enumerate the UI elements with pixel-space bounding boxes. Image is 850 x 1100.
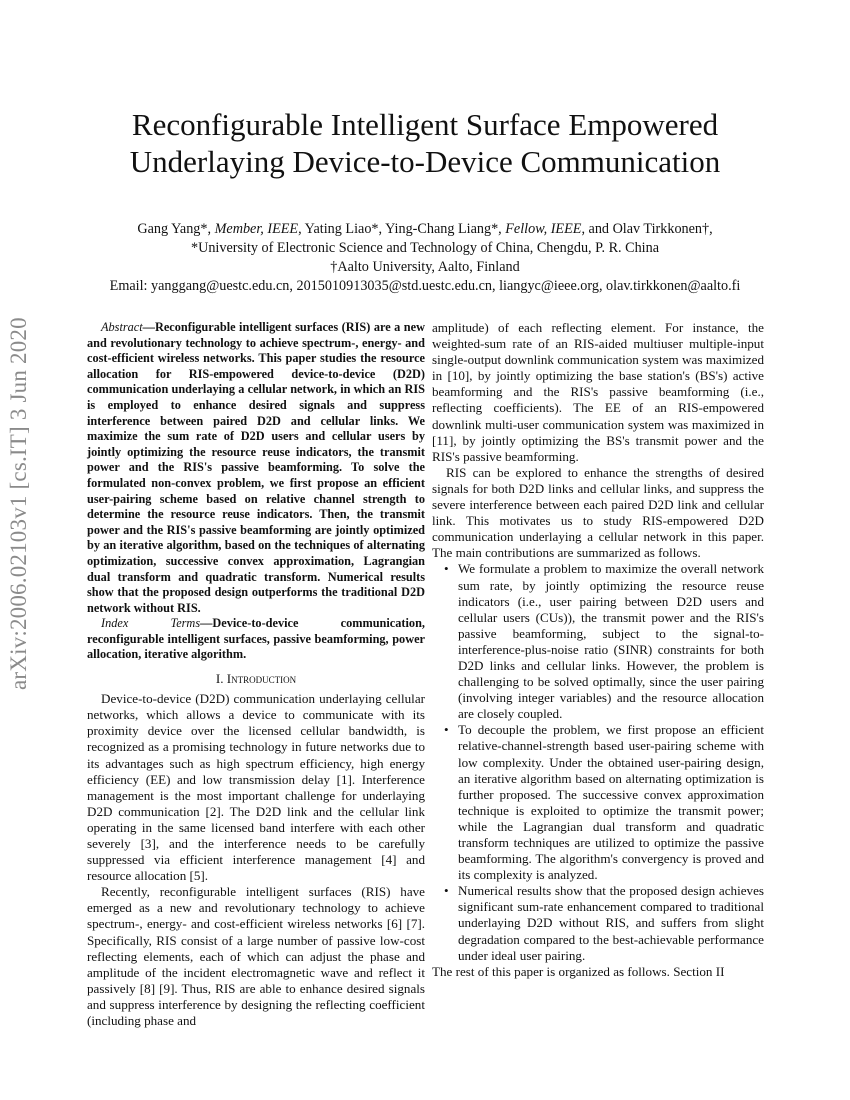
contributions-list [432,561,764,963]
email-line: Email: yanggang@uestc.edu.cn, 2015010913035@std.uestc.edu.cn, liangyc@ieee.org, olav.tirkkonen@aalto.fi [109,278,741,294]
paragraph: Device-to-device (D2D) communication underlaying cellular networks, which allows a device to communicate with its proximity device over the licensed cellular bandwidth, is recognized as a promising technology in future networks due to its advantages such as high spectrum efficiency, high energy efficiency (EE) and low transmission delay [1]. Interference management is the most important challenge for underlaying D2D communication [2]. The D2D link and the cellular link operating in the same licensed band interfere with each other severely [3], and the interference needs to be carefully suppressed via efficient interference management [4] and resource allocation [5]. [87,691,425,884]
arxiv-stamp: arXiv:2006.02103v1 [cs.IT] 3 Jun 2020 [6,317,31,690]
paragraph: RIS can be explored to enhance the strengths of desired signals for both D2D links and cellular links, and suppress the severe interference between each paired D2D link and cellular link. This motivates us to study RIS-empowered D2D communication underlaying a cellular network in this paper. The main contributions are summarized as follows. [432,464,764,561]
affiliation-1: *University of Electronic Science and Technology of China, Chengdu, P. R. China [190,240,660,256]
abstract-label: Abstract [101,320,143,334]
paragraph: amplitude) of each reflecting element. For instance, the weighted-sum rate of an RIS-aided multiuser multiple-input single-output downlink communication system was maximized in [10], by jointly optimizing the base station's (BS's) active beamforming and the RIS's passive beamforming (i.e., reflecting coefficients). The EE of an RIS-empowered downlink multi-user communication system was maximized in [11], by jointly optimizing the BS's transmit power and the RIS's passive beamforming. [432,320,764,464]
author-list [0,220,850,239]
paragraph: Recently, reconfigurable intelligent surfaces (RIS) have emerged as a new and revolutionary technology to achieve spectrum-, energy- and cost-efficient wireless networks [6] [7]. Specifically, RIS consist of a large number of passive low-cost reflecting elements, each of which can adjust the phase and amplitude of the incident electromagnetic wave and reflect it passively [8] [9]. Thus, RIS are able to enhance desired signals and suppress interference by designing the reflecting coefficient (including phase and [87,884,425,1029]
affiliation-2: †Aalto University, Aalto, Finland [330,259,520,275]
title-line-1: Reconfigurable Intelligent Surface Empowered [131,107,719,142]
index-terms-text: —Device-to-device communication, reconfigurable intelligent surfaces, passive beamforming, power allocation, iterative algorithm. [87,616,425,662]
author: , Yating Liao*, Ying-Chang Liang*, [298,221,506,237]
list-item: • Numerical results show that the proposed design achieves significant sum-rate enhancement compared to traditional underlaying D2D without RIS, and suffers from slight degradation compared to the best-achievable performance under ideal user pairing. [458,883,764,963]
author-role: Fellow, IEEE [505,221,582,237]
list-item: • To decouple the problem, we first propose an efficient relative-channel-strength based user-pairing scheme with low complexity. Under the obtained user-pairing design, an iterative algorithm based on alternating optimization is further proposed. The successive convex approximation technique is exploited to optimize the transmit power; while the Lagrangian dual transform and quadratic transform techniques are utilized to optimize the passive beamforming. The algorithm's convergency is proved and its complexity is analyzed. [458,722,764,883]
title-line-2: Underlaying Device-to-Device Communication [129,144,721,179]
abstract [87,320,425,663]
section-heading [87,671,425,687]
right-column [432,320,764,980]
paragraph: The rest of this paper is organized as follows. Section II [432,963,725,979]
section-title: Introduction [226,671,297,687]
index-terms-label: Index Terms [101,616,201,631]
section-number: I. [215,671,227,687]
author: , and Olav Tirkkonen†, [581,221,713,237]
paper-title [0,106,850,180]
abstract-text: —Reconfigurable intelligent surfaces (RIS) are a new and revolutionary technology to achieve spectrum-, energy- and cost-efficient wireless networks. This paper studies the resource allocation for RIS-empowered device-to-device (D2D) communication underlaying a cellular network, in which an RIS is employed to enhance desired signals and suppress interference between paired D2D and cellular links. We maximize the sum rate of D2D users and cellular users by jointly optimizing the resource reuse indicators, the transmit power and the RIS's passive beamforming. To solve the formulated non-convex problem, we first propose an efficient user-pairing scheme based on relative channel strength to determine the resource reuse indicators. Then, the transmit power and the RIS's passive beamforming are jointly optimized by an iterative algorithm, based on the techniques of alternating optimization, successive convex approximation, Lagrangian dual transform and quadratic transform. Numerical results show that the proposed design outperforms the traditional D2D network without RIS. [87,320,425,615]
author: Gang Yang*, [137,221,215,237]
left-column [87,320,425,1029]
author-block [0,220,850,296]
list-item: • We formulate a problem to maximize the overall network sum rate, by jointly optimizing the resource reuse indicators (i.e., user pairing between D2D users and cellular users (CUs)), the transmit power and the RIS's passive beamforming, subject to the signal-to-interference-plus-noise ratio (SINR) constraints for both D2D links and cellular links. However, the problem is challenging to be solved optimally, since the user pairing (involving integer variables) and the resource allocation are closely coupled. [458,561,764,722]
author-role: Member, IEEE [214,221,299,237]
